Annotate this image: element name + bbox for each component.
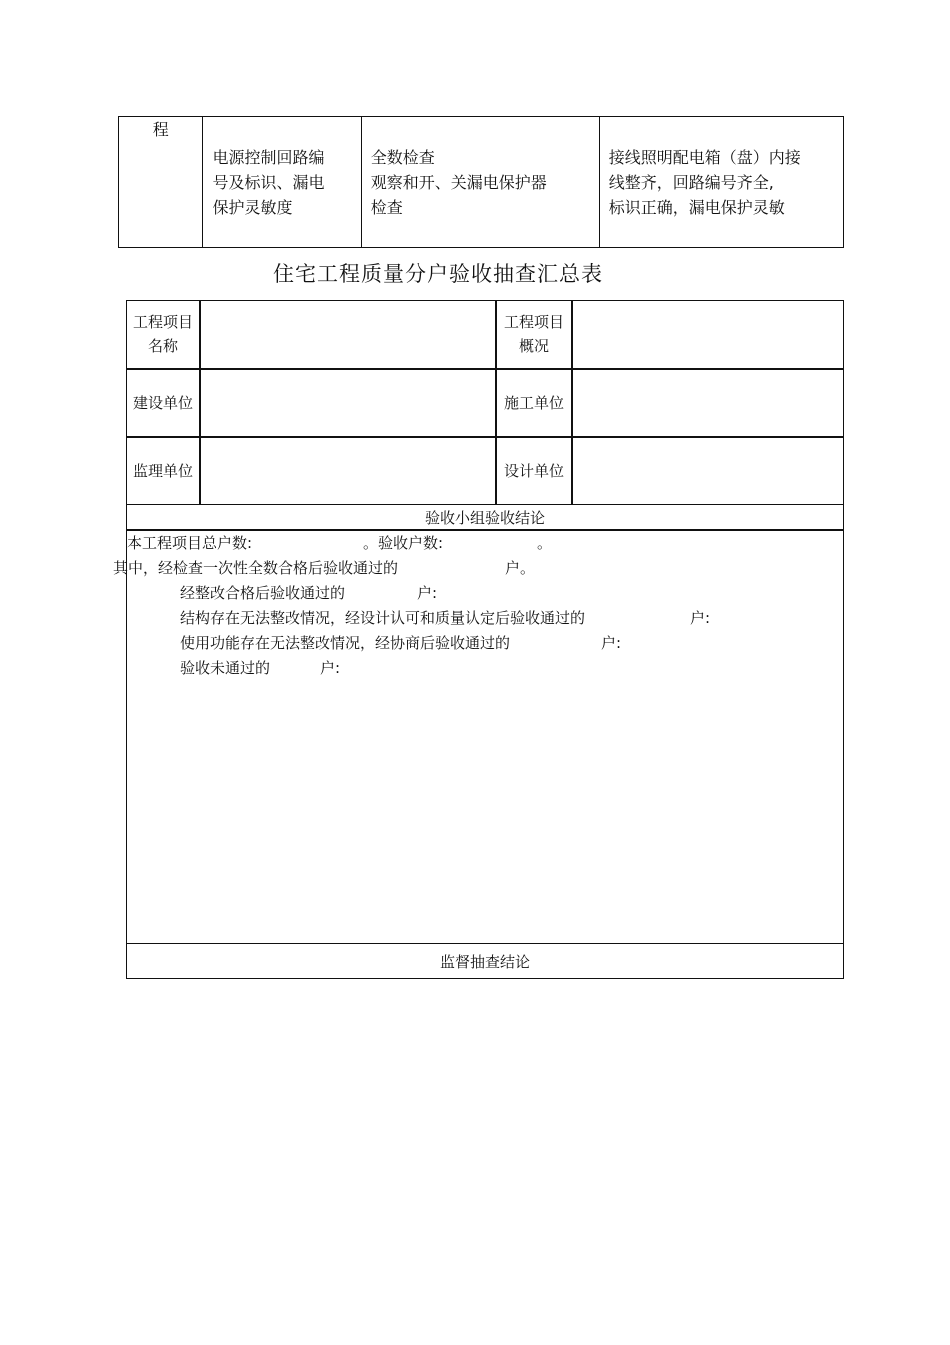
method-line: 检查 [370,198,403,217]
hu-label: 户: [320,659,341,677]
period-mark: 。 [537,534,553,552]
label-line: 工程项目 [132,313,193,332]
standard-line: 线整齐，回路编号齐全, [608,173,774,192]
label-line: 名称 [147,337,178,356]
hu-label: 户: [690,609,711,627]
designer-field[interactable] [572,437,844,505]
label-line: 工程项目 [503,313,564,332]
contractor-label: 施工单位 [496,369,572,437]
item-line: 保护灵敏度 [212,198,293,217]
supervision-conclusion-header: 监督抽查结论 [127,944,844,979]
accepted-households-text: 。验收户数: [363,534,444,552]
total-households-text: 本工程项目总户数: [127,534,253,552]
group-conclusion-header: 验收小组验收结论 [127,505,844,531]
function-text: 使用功能存在无法整改情况，经协商后验收通过的 [180,634,511,652]
standard-cell [599,117,843,248]
hu-label: 户: [601,634,622,652]
contractor-field[interactable] [572,369,844,437]
standard-line: 接线照明配电箱（盘）内接 [608,148,801,167]
item-cell [203,117,361,248]
inspection-table-continued [118,116,844,248]
group-conclusion-body[interactable] [113,530,844,944]
after-rectify-text: 经整改合格后验收通过的 [180,584,346,602]
method-cell [361,117,599,248]
hu-label: 户。 [505,559,536,577]
first-pass-text: 其中，经检查一次性全数合格后验收通过的 [113,559,399,577]
summary-form-table [113,300,844,979]
item-line: 电源控制回路编 [212,148,325,167]
document-title: 住宅工程质量分户验收抽查汇总表 [273,262,603,286]
method-line: 观察和开、关漏电保护器 [370,173,547,192]
project-name-field[interactable] [200,301,496,369]
builder-field[interactable] [200,369,496,437]
method-line: 全数检查 [370,148,435,167]
standard-line: 标识正确，漏电保护灵敏 [608,198,785,217]
label-line: 概况 [518,337,549,356]
item-line: 号及标识、漏电 [212,173,325,192]
project-overview-field[interactable] [572,301,844,369]
hu-label: 户: [417,584,438,602]
category-cell [119,117,203,248]
supervisor-field[interactable] [200,437,496,505]
structure-text: 结构存在无法整改情况，经设计认可和质量认定后验收通过的 [180,609,586,627]
not-passed-text: 验收未通过的 [180,659,271,677]
project-name-label [127,301,201,369]
designer-label: 设计单位 [496,437,572,505]
supervisor-label: 监理单位 [127,437,201,505]
builder-label: 建设单位 [127,369,201,437]
project-overview-label [496,301,572,369]
category-text: 程 [152,120,169,139]
